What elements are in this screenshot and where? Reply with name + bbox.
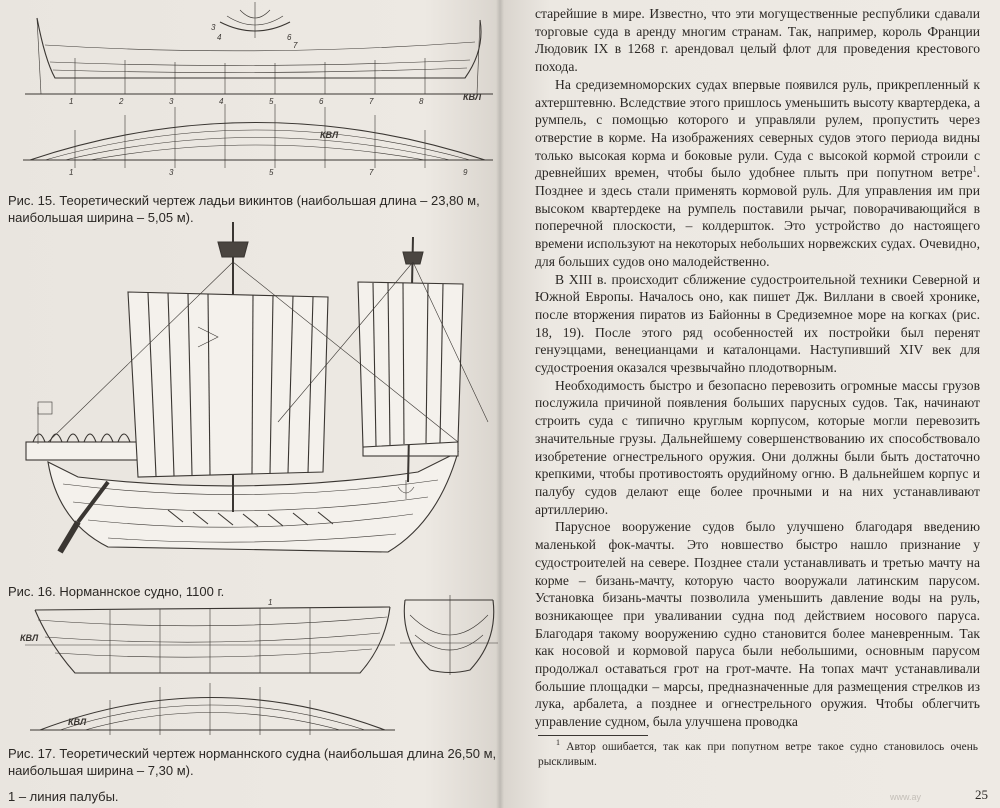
- fig17-drawing: [20, 595, 500, 745]
- svg-text:3: 3: [169, 97, 174, 106]
- fig15-caption: Рис. 15. Теоретический чертеж ладьи викинтов (наибольшая длина – 23,80 м, наибольшая ширина – 5,05 м).: [8, 193, 480, 225]
- svg-text:КВЛ: КВЛ: [68, 717, 87, 727]
- svg-text:3: 3: [169, 168, 174, 177]
- footnote-ref[interactable]: 1: [972, 164, 977, 174]
- svg-text:6: 6: [287, 33, 292, 42]
- paragraph-2-part-a: На средиземноморских судах впервые появился руль, прикрепленный к ахтерштевню. Вследствие этого пришлось уменьшить высоту квартердека, а румпель, с помощью которого и управляли рулем, пропустить через отверстие в корме. На изображениях северных судов этого периода видны только высокая корма и боковые рули. Суда с высокой кормой строили с древнейших времен, чтобы было удобнее плыть при попутном ветре: [535, 76, 980, 181]
- book-gutter: [496, 0, 504, 808]
- footnote: [538, 740, 978, 769]
- svg-text:5: 5: [269, 168, 274, 177]
- svg-text:4: 4: [219, 97, 224, 106]
- watermark: www.ay: [890, 792, 922, 802]
- svg-text:1: 1: [268, 598, 273, 607]
- body-text: [535, 5, 980, 731]
- svg-text:7: 7: [369, 97, 374, 106]
- paragraph-2: [535, 76, 980, 271]
- fig17-note: 1 – линия палубы.: [8, 789, 119, 804]
- svg-text:7: 7: [369, 168, 374, 177]
- paragraph-4: Необходимость быстро и безопасно перевозить огромные массы грузов послужила причиной появления больших парусных судов. Так, начинают строить суда с типично круглым корпусом, которые могли перевозить значительные грузы. Дальнейшему совершенствованию их способствовало изобретение огнестрельного оружия. Они должны были быть достаточно крепкими, чтобы противостоять орудийному огню. В дальнейшем корпус и палубу судов делают еще более прочными и на них устанавливают артиллерию.: [535, 377, 980, 517]
- svg-text:1: 1: [69, 97, 74, 106]
- svg-text:1: 1: [69, 168, 74, 177]
- paragraph-3: В XIII в. происходит сближение судостроительной техники Северной и Южной Европы. Началось оно, как пишет Дж. Виллани в своей хронике, после вторжения пиратов из Байонны в Средиземное море на когках (рис. 18, 19). После этого ряд особенностей их постройки был перенят генуэццами, венецианцами и каталонцами. Наступивший XIV век для судостроения оказался чрезвычайно плодотворным.: [535, 271, 980, 376]
- paragraph-5: Парусное вооружение судов было улучшено благодаря введению маленькой фок-мачты. Это новшество быстро нашло признание у судостроителей на севере. Позднее стали устанавливать и третью мачту на корме – бизань-мачту, которую часто вооружали латинским парусом. Установка бизань-мачты позволила уменьшить давление воды на руль, возникающее при уваливании судна под действием носового паруса. Благодаря такому вооружению судно становится более маневренным. Так как носовой и кормовой паруса были небольшими, основным парусом продолжал оставаться грот на грот-мачте. На топах мачт устанавливали большие площадки – марсы, предназначенные для размещения стрелков из лука, арбалета, а позднее и огнестрельного оружия. Чтобы облегчить управление судном, была улучшена проводка: [535, 519, 980, 730]
- page-number: 25: [975, 787, 988, 802]
- footnote-rule: [538, 735, 648, 736]
- svg-text:КВЛ: КВЛ: [20, 633, 39, 643]
- norman-ship-illustration: [18, 222, 493, 577]
- svg-text:3: 3: [211, 23, 216, 32]
- fig17-caption: Рис. 17. Теоретический чертеж норманнского судна (наибольшая длина 26,50 м, наибольшая ширина – 7,30 м).: [8, 746, 497, 778]
- paragraph-1: старейшие в мире. Известно, что эти могущественные республики сдавали торговые суда в аренду многим странам. Так, например, король Франции Людовик IX в 1268 г. арендовал целый флот для проведения крестового похода.: [535, 6, 980, 75]
- norman-ship-lines-plan: [20, 595, 500, 745]
- svg-text:7: 7: [293, 41, 298, 50]
- fig16-drawing: [18, 222, 493, 577]
- svg-text:КВЛ: КВЛ: [463, 92, 482, 102]
- viking-ship-lines-plan: [15, 0, 495, 185]
- svg-text:КВЛ: КВЛ: [320, 130, 339, 140]
- footnote-text: Автор ошибается, так как при попутном ветре такое судно становилось очень рыскливым.: [538, 741, 978, 768]
- stern-castle-shields: [33, 434, 130, 442]
- svg-text:6: 6: [319, 97, 324, 106]
- svg-text:8: 8: [419, 97, 424, 106]
- svg-text:5: 5: [269, 97, 274, 106]
- svg-text:4: 4: [217, 33, 222, 42]
- svg-text:9: 9: [463, 168, 468, 177]
- fig16-caption: Рис. 16. Норманнское судно, 1100 г.: [8, 584, 225, 599]
- paragraph-2-part-b: . Позднее и здесь стали применять кормовой руль. Для управления им при высоком квартердеке на румпель поставили рычаг, поворачивающийся в поперечной плоскости, – колдершток. Это устройство до настоящего времени используют на некоторых небольших норвежских судах. Очевидно, для больших судов оно малодейственно.: [535, 165, 980, 269]
- fig15-drawing: [15, 0, 495, 185]
- footnote-mark: 1: [556, 738, 560, 748]
- svg-text:2: 2: [119, 97, 124, 106]
